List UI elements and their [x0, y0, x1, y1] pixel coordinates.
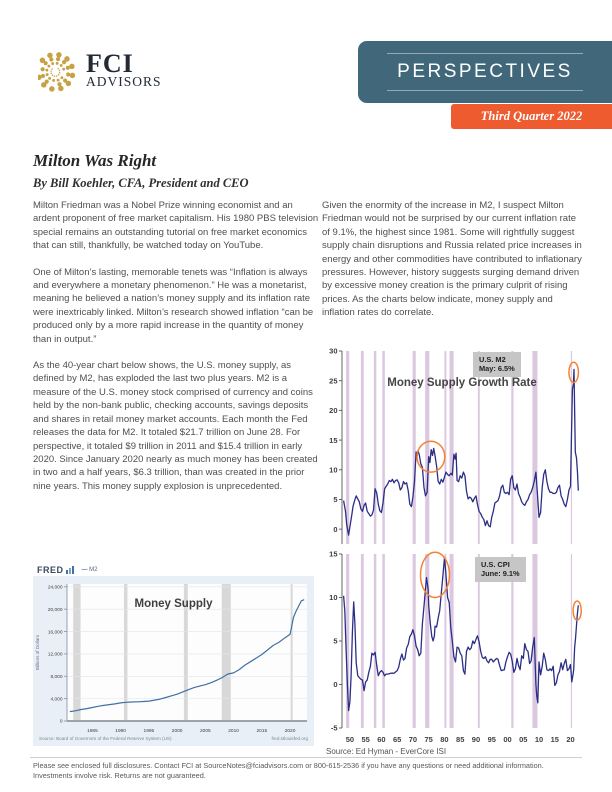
issue-label: Third Quarter 2022 — [480, 109, 583, 123]
svg-text:15: 15 — [329, 435, 338, 445]
fred-chart-footer — [33, 734, 314, 746]
svg-text:2020: 2020 — [284, 729, 296, 734]
svg-text:15: 15 — [329, 549, 338, 559]
svg-text:80: 80 — [440, 735, 449, 744]
svg-text:10: 10 — [329, 593, 338, 603]
svg-text:60: 60 — [377, 735, 386, 744]
cpi-data-label — [475, 557, 526, 582]
fci-logo-text — [86, 49, 162, 89]
svg-text:0: 0 — [59, 719, 63, 725]
fred-plot-area — [33, 576, 314, 734]
article-byline: By Bill Koehler, CFA, President and CEO — [33, 176, 249, 190]
m2-label-series: U.S. M2 — [479, 355, 506, 364]
svg-text:25: 25 — [329, 376, 338, 386]
svg-text:20,000: 20,000 — [47, 607, 63, 613]
svg-text:00: 00 — [503, 735, 512, 744]
issue-ribbon — [451, 104, 612, 129]
fred-source: Source: Board of Governors of the Federal Reserve System (US) — [39, 736, 172, 741]
svg-text:95: 95 — [487, 735, 496, 744]
svg-text:75: 75 — [424, 735, 433, 744]
svg-text:20: 20 — [566, 735, 575, 744]
growth-inflation-charts — [320, 345, 592, 756]
footer-divider — [30, 757, 582, 758]
svg-text:90: 90 — [471, 735, 481, 744]
svg-text:12,000: 12,000 — [47, 652, 63, 658]
svg-text:0: 0 — [333, 680, 338, 690]
fci-globe-icon — [38, 50, 78, 92]
svg-text:-5: -5 — [330, 723, 338, 733]
fred-url: fred.stlouisfed.org — [271, 736, 308, 741]
paragraph: Given the enormity of the increase in M2, I suspect Milton Friedman would not be surprised by our current inflation rate of 9.1%, the highest since 1981. Some will rightfully suggest supply chain disruptions and Russia related price increases in energy and other commodities have contributed to inflationary pressures. However, history suggests surging demand driven by excessive money creation is the primary culprit of rising prices. As the charts below indicate, money supply and inflation rates do correlate. — [322, 200, 582, 319]
svg-text:4,000: 4,000 — [50, 697, 63, 703]
svg-text:30: 30 — [329, 346, 338, 356]
fred-money-supply-chart — [33, 563, 314, 746]
svg-text:50: 50 — [345, 735, 355, 744]
svg-text:10: 10 — [329, 465, 338, 475]
svg-text:55: 55 — [361, 735, 370, 744]
fred-chart-title: Money Supply — [134, 598, 213, 610]
svg-text:1985: 1985 — [87, 729, 98, 734]
svg-text:5: 5 — [333, 636, 338, 646]
svg-text:24,000: 24,000 — [47, 585, 63, 591]
m2-growth-line-chart — [320, 345, 588, 548]
svg-text:16,000: 16,000 — [47, 630, 63, 636]
logo-fci: FCI — [86, 49, 134, 78]
m2-label-value: May: 6.5% — [479, 364, 515, 374]
svg-text:20: 20 — [329, 406, 338, 416]
svg-text:0: 0 — [333, 524, 338, 534]
svg-text:85: 85 — [456, 735, 465, 744]
paragraph: As the 40-year chart below shows, the U.S. money supply, as defined by M2, has exploded the last two plus years. M2 is a measure of the U.S. money stock comprised of currency and coins held by the non-bank public, checking accounts, savings deposits and shares in retail money market accounts. Each month the Fed releases the data for M2. It totaled $21.7 trillion on June 28. For perspective, it totaled $9 trillion in 2011 and $15.4 trillion in early 2020. Since January 2020 nearly as much money has been created in two and a half years, $6.3 trillion, than was created in the prior nine years. This money supply explosion is unprecedented. — [33, 360, 318, 492]
svg-text:Billions of Dollars: Billions of Dollars — [35, 634, 40, 671]
cpi-label-value: June: 9.1% — [481, 569, 520, 579]
footer-disclaimer — [33, 761, 585, 780]
logo-advisors: ADVISORS — [86, 74, 162, 89]
fred-logo: FRED — [37, 564, 64, 575]
growth-chart-title: Money Supply Growth Rate — [387, 377, 537, 389]
cpi-label-series: U.S. CPI — [481, 560, 510, 569]
svg-text:8,000: 8,000 — [50, 674, 63, 680]
svg-text:2010: 2010 — [228, 729, 239, 734]
svg-text:5: 5 — [333, 495, 338, 505]
perspectives-banner — [358, 41, 612, 103]
svg-text:2005: 2005 — [200, 729, 211, 734]
fci-logo — [38, 50, 162, 92]
svg-text:05: 05 — [519, 735, 528, 744]
disclaimer-line2: Investments involve risk. Returns are not guaranteed. — [33, 770, 206, 780]
fred-legend — [82, 567, 98, 573]
svg-text:2000: 2000 — [171, 729, 183, 734]
fred-chart-icon — [66, 566, 74, 574]
m2-data-label — [473, 352, 521, 377]
legend-swatch: — — [81, 566, 88, 573]
article-title: Milton Was Right — [33, 151, 157, 170]
paragraph: Milton Friedman was a Nobel Prize winning economist and an ardent proponent of free market capitalism. His 1980 PBS television special remains an outstanding tutorial on free market economics that can still, thankfully, be watched today on YouTube. — [33, 200, 319, 252]
legend-label: M2 — [89, 566, 98, 573]
svg-text:1995: 1995 — [143, 729, 155, 734]
perspectives-banner-inner — [387, 53, 583, 91]
svg-text:2015: 2015 — [256, 729, 268, 734]
banner-title: PERSPECTIVES — [397, 61, 573, 82]
disclaimer-line1: Please see enclosed full disclosures. Contact FCI at SourceNotes@fciadvisors.com or 800-615-2536 if you have any questions or need additional information. — [33, 761, 544, 770]
charts-source-note: Source: Ed Hyman - EverCore ISI — [326, 747, 447, 756]
svg-text:65: 65 — [392, 735, 402, 744]
svg-text:15: 15 — [550, 735, 559, 744]
fred-chart-header — [33, 563, 314, 576]
left-column — [33, 199, 320, 506]
cpi-line-chart — [320, 548, 588, 744]
right-column — [322, 199, 583, 333]
svg-text:1990: 1990 — [115, 729, 126, 734]
svg-text:10: 10 — [534, 735, 544, 744]
svg-text:70: 70 — [408, 735, 418, 744]
paragraph: One of Milton’s lasting, memorable tenets was “Inflation is always and everywhere a monetary phenomenon.” He was a monetarist, meaning he believed a nation’s money supply and its inflation rate were inextricably linked. Milton’s research showed inflation “can be produced only by a more rapid increase in the quantity of money than in output.” — [33, 266, 314, 345]
